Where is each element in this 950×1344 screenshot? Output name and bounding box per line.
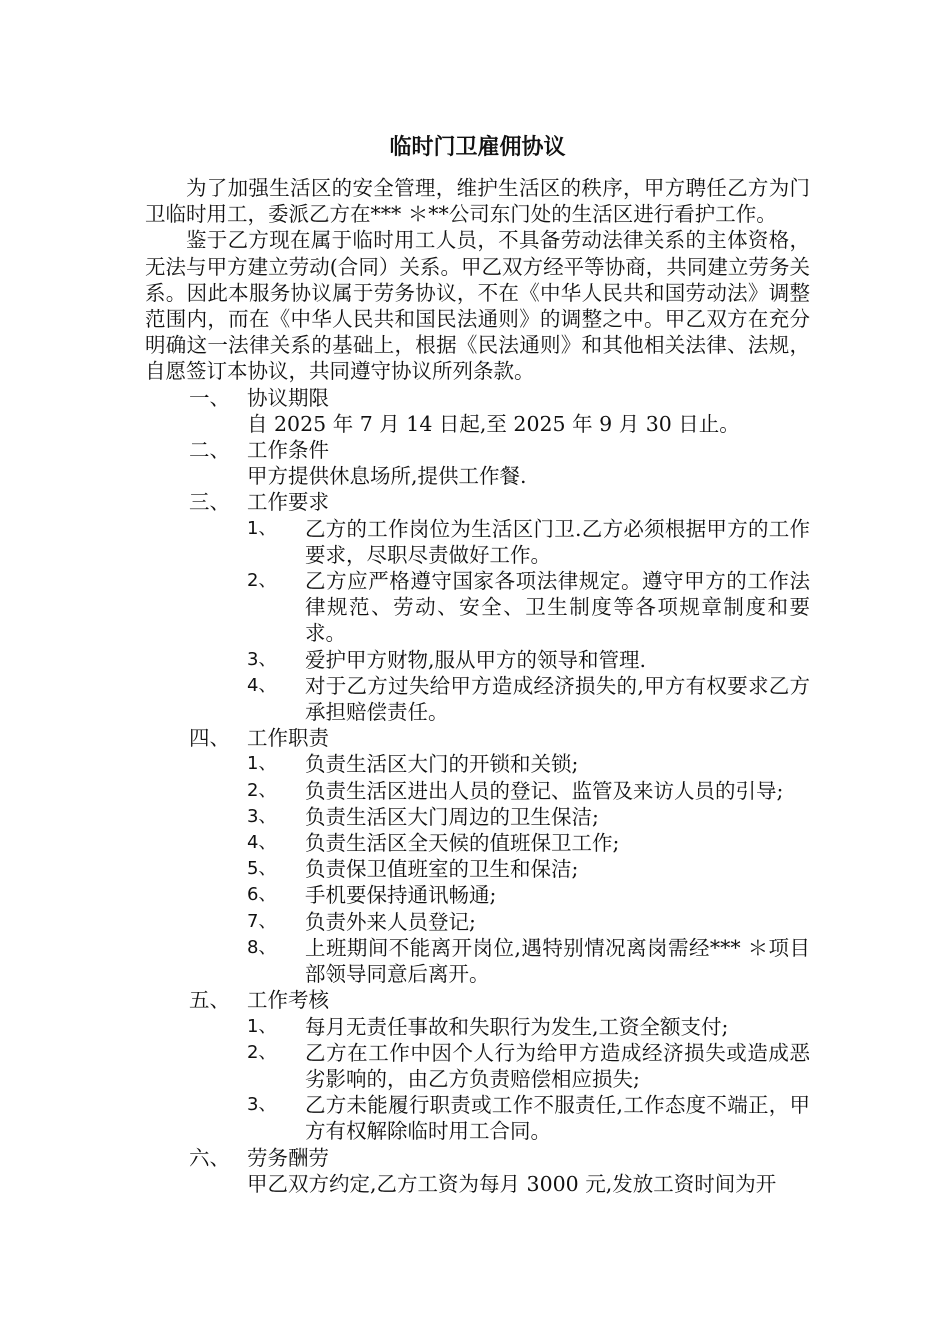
item-number: 4、 xyxy=(247,832,277,854)
section-number: 三、 xyxy=(189,490,230,515)
item-text: 乙方未能履行职责或工作不服责任,工作态度不端正，甲方有权解除临时用工合同。 xyxy=(305,1093,810,1144)
list-item xyxy=(145,1092,810,1144)
section-title: 工作要求 xyxy=(247,490,329,515)
item-text: 乙方应严格遵守国家各项法律规定。遵守甲方的工作法律规范、劳动、安全、卫生制度等各项规章制度和要求。 xyxy=(305,569,810,646)
section-assessment xyxy=(145,987,810,1144)
list-item xyxy=(145,568,810,647)
item-text: 上班期间不能离开岗位,遇特别情况离岗需经*** ＊项目部领导同意后离开。 xyxy=(305,935,810,987)
section-number: 四、 xyxy=(189,726,230,751)
item-text: 乙方在工作中因个人行为给甲方造成经济损失或造成恶劣影响的，由乙方负责赔偿相应损失; xyxy=(305,1040,810,1091)
item-number: 3、 xyxy=(247,1094,277,1116)
list-item xyxy=(145,1014,810,1040)
item-text: 负责生活区大门的开锁和关锁; xyxy=(305,752,579,777)
item-number: 1、 xyxy=(247,1015,277,1037)
section-number: 六、 xyxy=(189,1145,230,1170)
section-title: 工作考核 xyxy=(247,988,329,1013)
item-number: 2、 xyxy=(247,570,277,592)
item-text: 负责生活区全天候的值班保卫工作; xyxy=(305,831,620,856)
section-body: 甲方提供休息场所,提供工作餐. xyxy=(247,464,527,489)
item-number: 3、 xyxy=(247,648,277,670)
list-item xyxy=(145,830,810,856)
document-title: 临时门卫雇佣协议 xyxy=(389,135,566,160)
section-number: 一、 xyxy=(189,385,230,410)
section-body: 自 2025 年 7 月 14 日起,至 2025 年 9 月 30 日止。 xyxy=(247,411,740,436)
list-item xyxy=(145,909,810,935)
list-item xyxy=(145,778,810,804)
item-text: 手机要保持通讯畅通; xyxy=(305,883,497,908)
item-number: 6、 xyxy=(247,884,277,906)
item-text: 负责生活区进出人员的登记、监管及来访人员的引导; xyxy=(305,778,784,803)
section-title: 劳务酬劳 xyxy=(247,1145,329,1170)
section-title: 工作职责 xyxy=(247,726,329,751)
item-number: 3、 xyxy=(247,805,277,827)
document-page xyxy=(145,128,810,1197)
item-text: 每月无责任事故和失职行为发生,工资全额支付; xyxy=(305,1014,729,1039)
list-item xyxy=(145,1040,810,1092)
item-number: 8、 xyxy=(247,936,277,958)
item-text: 爱护甲方财物,服从甲方的领导和管理. xyxy=(305,647,647,672)
list-item xyxy=(145,673,810,725)
section-duties xyxy=(145,725,810,987)
list-item xyxy=(145,516,810,568)
item-text: 负责保卫值班室的卫生和保洁; xyxy=(305,857,579,882)
intro-paragraph-1: 为了加强生活区的安全管理，维护生活区的秩序，甲方聘任乙方为门卫临时用工，委派乙方在*** ＊**公司东门处的生活区进行看护工作。 xyxy=(145,176,810,227)
section-remuneration xyxy=(145,1145,810,1197)
list-item xyxy=(145,751,810,777)
item-number: 1、 xyxy=(247,517,277,539)
intro-paragraph-2: 鉴于乙方现在属于临时用工人员，不具备劳动法律关系的主体资格，无法与甲方建立劳动(合同）关系。甲乙双方经平等协商，共同建立劳务关系。因此本服务协议属于劳务协议，不在《中华人民共和国劳动法》调整范围内，而在《中华人民共和国民法通则》的调整之中。甲乙双方在充分明确这一法律关系的基础上，根据《民法通则》和其他相关法律、法规，自愿签订本协议，共同遵守协议所列条款。 xyxy=(145,228,810,384)
item-number: 2、 xyxy=(247,1041,277,1063)
item-text: 乙方的工作岗位为生活区门卫.乙方必须根据甲方的工作要求，尽职尽责做好工作。 xyxy=(305,516,810,567)
section-conditions xyxy=(145,437,810,489)
item-text: 负责外来人员登记; xyxy=(305,909,476,934)
item-number: 7、 xyxy=(247,910,277,932)
list-item xyxy=(145,647,810,673)
list-item xyxy=(145,804,810,830)
list-item xyxy=(145,856,810,882)
section-term xyxy=(145,385,810,437)
item-number: 4、 xyxy=(247,674,277,696)
section-requirements xyxy=(145,489,810,725)
section-number: 五、 xyxy=(189,988,230,1013)
list-item xyxy=(145,935,810,987)
item-number: 2、 xyxy=(247,779,277,801)
section-title: 工作条件 xyxy=(247,438,329,463)
item-number: 5、 xyxy=(247,858,277,880)
section-number: 二、 xyxy=(189,438,230,463)
section-title: 协议期限 xyxy=(247,385,329,410)
list-item xyxy=(145,882,810,908)
item-text: 负责生活区大门周边的卫生保洁; xyxy=(305,804,599,829)
section-body: 甲乙双方约定,乙方工资为每月 3000 元,发放工资时间为开 xyxy=(247,1171,777,1196)
item-text: 对于乙方过失给甲方造成经济损失的,甲方有权要求乙方承担赔偿责任。 xyxy=(305,673,810,725)
item-number: 1、 xyxy=(247,753,277,775)
